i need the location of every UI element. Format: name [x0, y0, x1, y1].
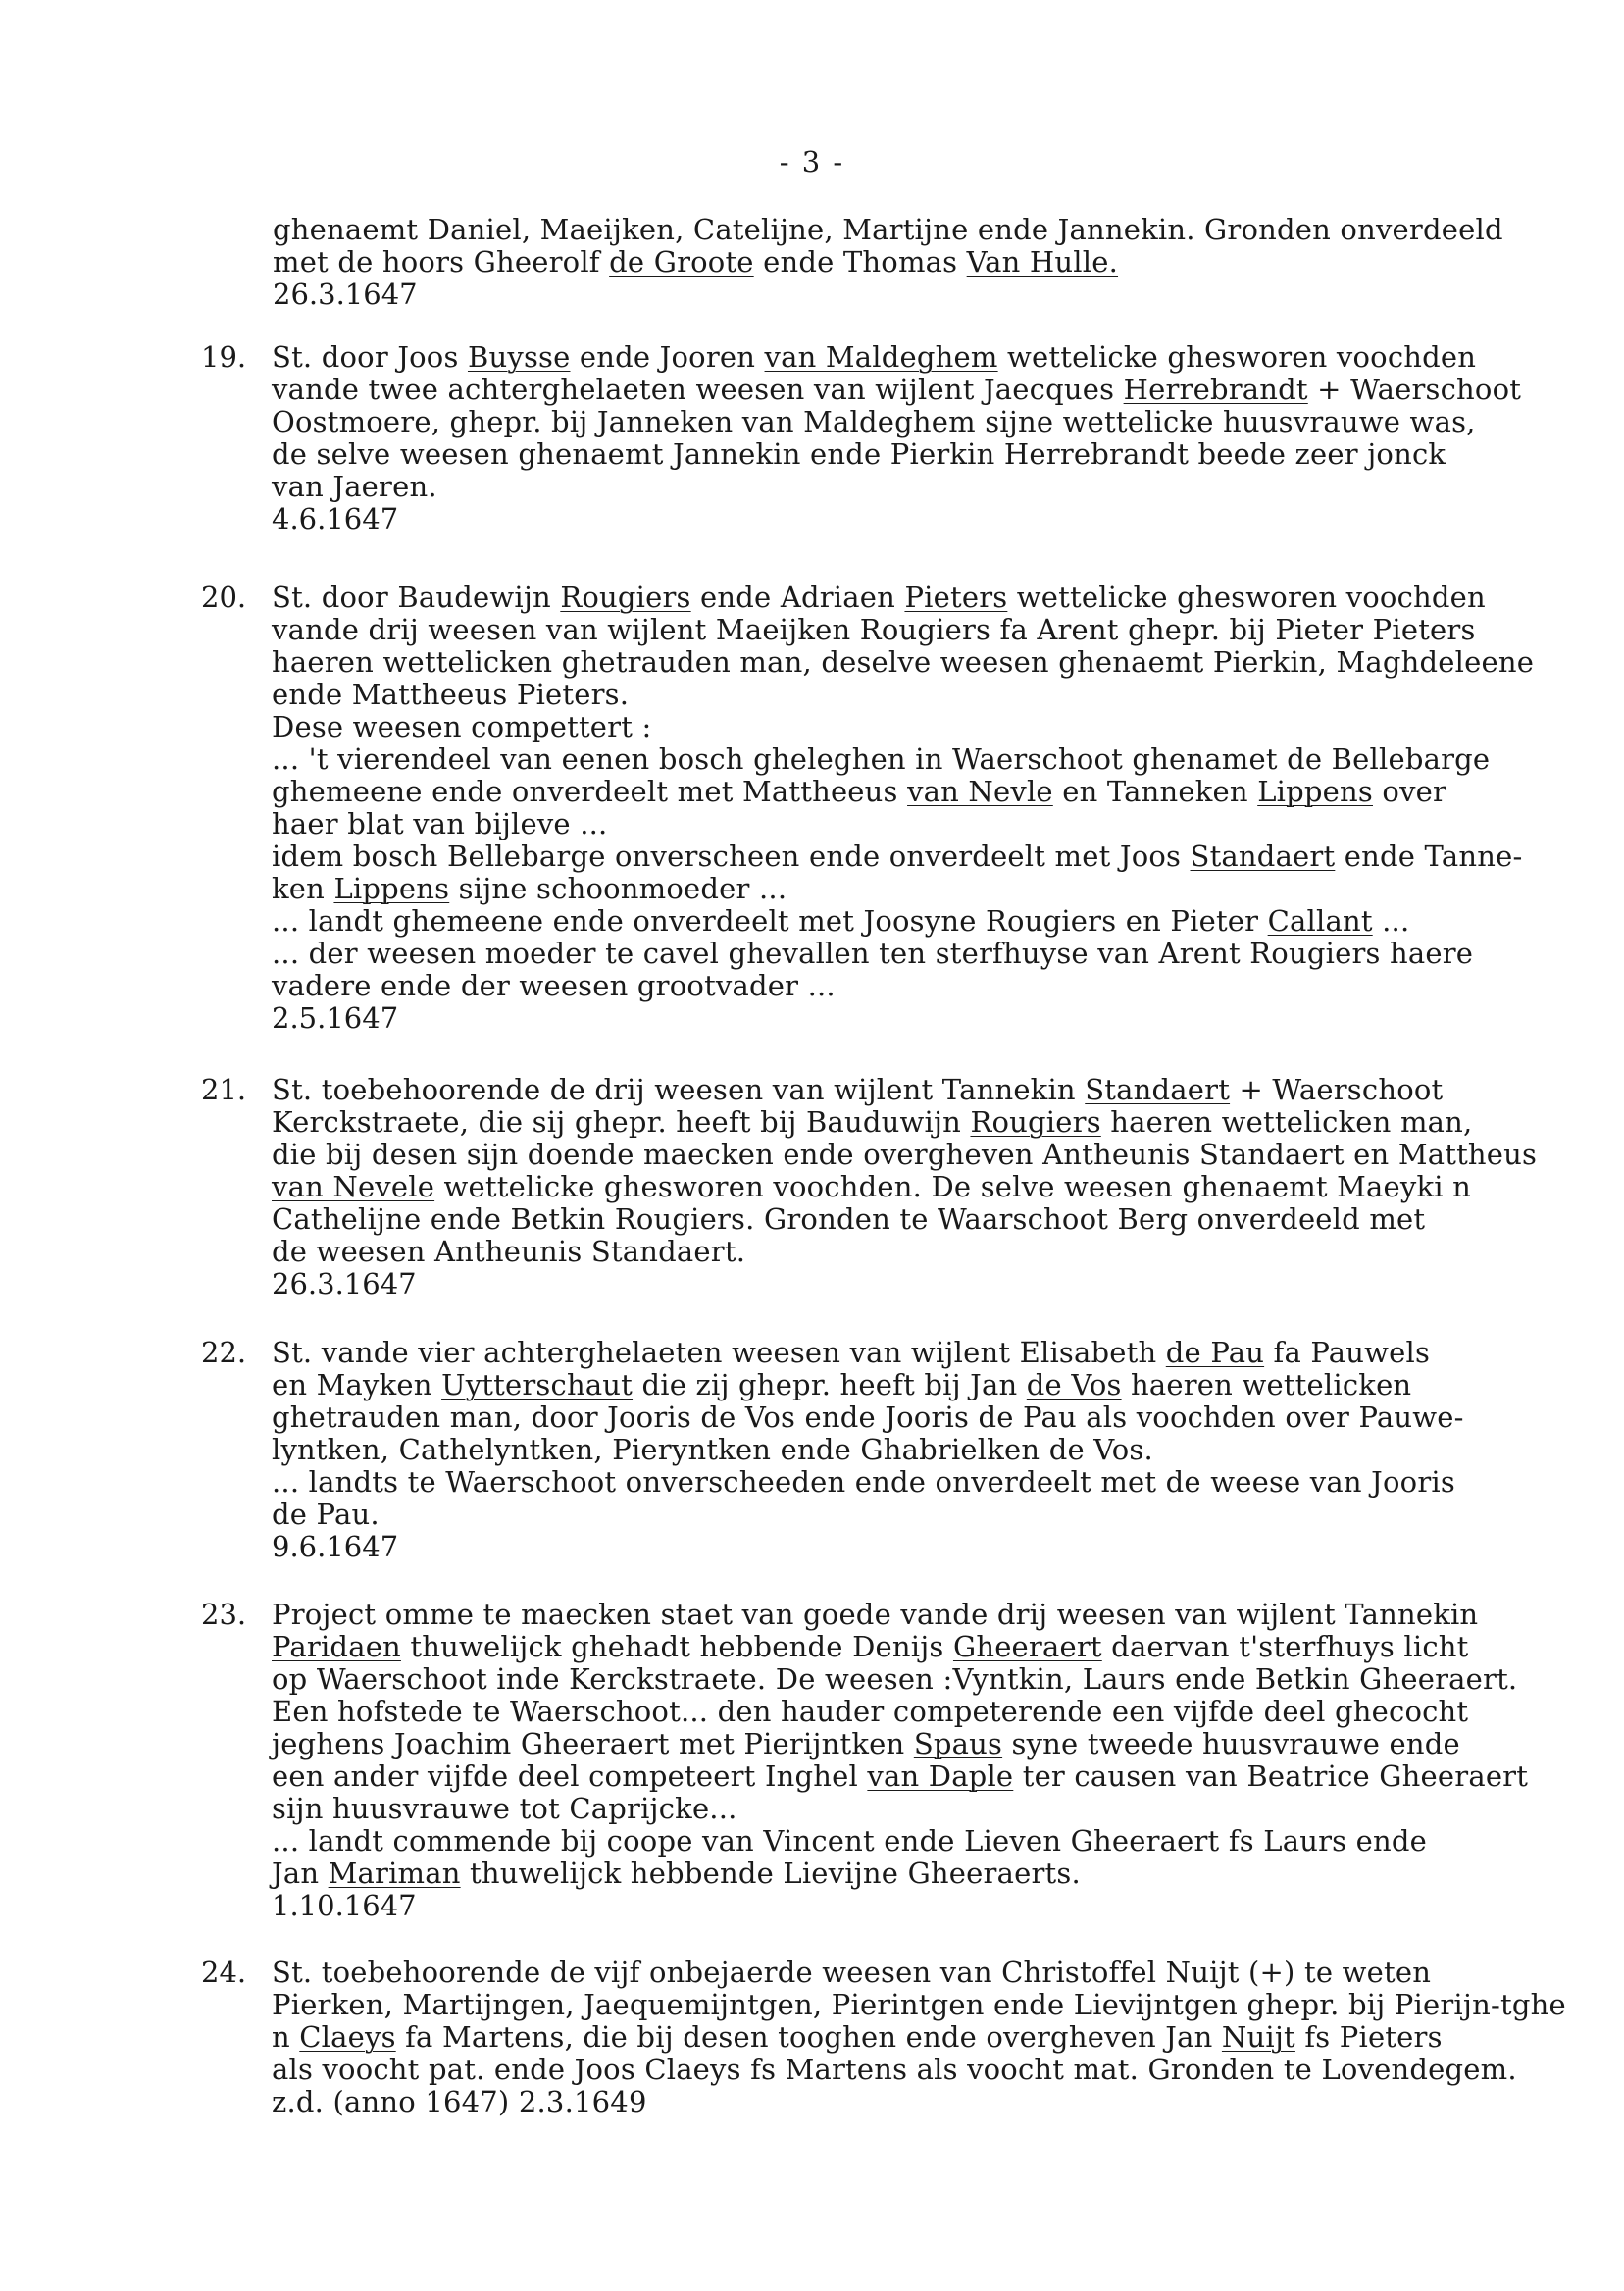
text-line [272, 2021, 1586, 2054]
text-segment: St. door Baudewijn [272, 581, 561, 614]
text-segment: ende Thomas [753, 245, 967, 279]
text-line [272, 873, 1586, 905]
text-segment: Project omme te maecken staet van goede vande drij weesen van wijlent Tannekin [272, 1598, 1479, 1631]
text-segment: ghetrauden man, door Jooris de Vos ende Jooris de Pau als voochden over Pauwe- [272, 1400, 1464, 1434]
entry-body [272, 582, 1586, 1035]
text-line [272, 1957, 1586, 1989]
underlined-name: Standaert [1085, 1073, 1231, 1106]
underlined-name: Rougiers [970, 1105, 1101, 1139]
text-line [272, 1989, 1586, 2021]
underlined-name: van Nevle [907, 775, 1053, 808]
text-line [272, 938, 1586, 970]
text-segment: sijne schoonmoeder ... [449, 872, 787, 905]
text-line [272, 840, 1586, 873]
text-segment: St. door Joos [272, 340, 468, 374]
underlined-name: Spaus [913, 1727, 1003, 1760]
underlined-name: Herrebrandt [1123, 373, 1308, 406]
entry-number: 24. [201, 1956, 247, 1989]
entry-number: 20. [201, 581, 247, 614]
text-segment: ende Adriaen [690, 581, 905, 614]
text-segment: de Pau. [272, 1498, 380, 1531]
text-segment: haeren wettelicken man, [1100, 1105, 1473, 1139]
text-segment: z.d. (anno 1647) 2.3.1649 [272, 2085, 647, 2118]
text-segment: wettelicke ghesworen voochden. De selve weesen ghenaemt Maeyki n [434, 1170, 1472, 1203]
text-segment: idem bosch Bellebarge onverscheen ende onverdeelt met Joos [272, 840, 1191, 873]
text-segment: sijn huusvrauwe tot Caprijcke... [272, 1792, 737, 1825]
text-segment: haeren wettelicken ghetrauden man, deselve weesen ghenaemt Pierkin, Maghdeleene [272, 645, 1535, 679]
text-segment: Kerckstraete, die sij ghepr. heeft bij Bauduwijn [272, 1105, 971, 1139]
underlined-name: Mariman [328, 1857, 461, 1890]
text-line [272, 711, 1586, 743]
text-segment: en Tanneken [1052, 775, 1258, 808]
text-line [273, 214, 1567, 246]
entry-date: 26.3.1647 [272, 1267, 417, 1300]
text-segment: wettelicke ghesworen voochden [1007, 581, 1486, 614]
entry-number: 23. [201, 1598, 247, 1631]
text-segment: een ander vijfde deel competeert Inghel [272, 1759, 868, 1793]
text-segment: syne tweede huusvrauwe ende [1002, 1727, 1460, 1760]
text-segment: op Waerschoot inde Kerckstraete. De weesen :Vyntkin, Laurs ende Betkin Gheeraert. [272, 1662, 1518, 1696]
text-segment: St. toebehoorende de drij weesen van wijlent Tannekin [272, 1073, 1086, 1106]
text-line [272, 1760, 1586, 1793]
text-segment: als voocht pat. ende Joos Claeys fs Martens als voocht mat. Gronden te Lovendegem. [272, 2053, 1517, 2086]
entry-body [272, 1074, 1586, 1300]
underlined-name: Buysse [467, 340, 571, 374]
text-segment: en Mayken [272, 1368, 442, 1401]
text-line [272, 438, 1586, 471]
text-segment: Oostmoere, ghepr. bij Janneken van Maldeghem sijne wettelicke huusvrauwe was, [272, 405, 1476, 438]
text-segment: ... 't vierendeel van eenen bosch gheleghen in Waerschoot ghenamet de Bellebarge [272, 742, 1491, 776]
underlined-name: Van Hulle. [966, 245, 1119, 279]
text-segment: thuwelijck hebbende Lievijne Gheeraerts. [460, 1857, 1081, 1890]
text-line [272, 1434, 1586, 1466]
text-line [272, 1236, 1586, 1268]
text-line [272, 905, 1586, 938]
text-segment: de weesen Antheunis Standaert. [272, 1235, 746, 1268]
text-segment: daervan t'sterfhuys licht [1101, 1630, 1469, 1663]
text-line [272, 1825, 1586, 1858]
text-segment: vande twee achterghelaeten weesen van wijlent Jaecques [272, 373, 1124, 406]
text-segment: vande drij weesen van wijlent Maeijken Rougiers fa Arent ghepr. bij Pieter Pieters [272, 613, 1476, 646]
text-segment: thuwelijck ghehadt hebbende Denijs [400, 1630, 953, 1663]
entry-body [272, 341, 1586, 535]
text-segment: ghemeene ende onverdeelt met Mattheeus [272, 775, 908, 808]
text-segment: ende Mattheeus Pieters. [272, 678, 630, 711]
text-segment: n [272, 2020, 300, 2054]
underlined-name: Standaert [1190, 840, 1336, 873]
text-line [272, 1369, 1586, 1401]
underlined-name: Nuijt [1221, 2020, 1295, 2054]
text-line [272, 614, 1586, 646]
text-segment: ter causen van Beatrice Gheeraert [1013, 1759, 1529, 1793]
text-line [272, 582, 1586, 614]
text-segment: wettelicke ghesworen voochden [997, 340, 1477, 374]
entry-date: 4.6.1647 [272, 502, 399, 535]
text-line [272, 808, 1586, 840]
text-segment: Pierken, Martijngen, Jaequemijntgen, Pierintgen ende Lievijntgen ghepr. bij Pierijn-tghe [272, 1988, 1566, 2021]
text-line [272, 1793, 1586, 1825]
text-segment: jeghens Joachim Gheeraert met Pierijntken [272, 1727, 914, 1760]
text-segment: ... landt commende bij coope van Vincent ende Lieven Gheeraert fs Laurs ende [272, 1824, 1428, 1858]
text-segment: ken [272, 872, 334, 905]
text-line [272, 406, 1586, 438]
text-segment: fa Martens, die bij desen tooghen ende overgheven Jan [395, 2020, 1222, 2054]
text-line [272, 1663, 1586, 1696]
text-segment: de selve weesen ghenaemt Jannekin ende Pierkin Herrebrandt beede zeer jonck [272, 437, 1446, 471]
text-segment: fs Pieters [1294, 2020, 1443, 2054]
text-segment: ... [1372, 904, 1410, 938]
text-segment: Cathelijne ende Betkin Rougiers. Gronden te Waarschoot Berg onverdeeld met [272, 1202, 1426, 1236]
underlined-name: Callant [1267, 904, 1373, 938]
text-segment: lyntken, Cathelyntken, Pieryntken ende Ghabrielken de Vos. [272, 1433, 1153, 1466]
text-segment: die bij desen sijn doende maecken ende overgheven Antheunis Standaert en Mattheus [272, 1138, 1538, 1171]
text-line [272, 743, 1586, 776]
intro-continuation [273, 214, 1567, 311]
text-line [273, 246, 1567, 279]
text-line [272, 776, 1586, 808]
text-line [272, 341, 1586, 374]
entry-date: 1.10.1647 [272, 1889, 417, 1922]
underlined-name: Pieters [904, 581, 1008, 614]
entry-number: 22. [201, 1336, 247, 1369]
text-line [272, 1499, 1586, 1531]
text-line [272, 2086, 1586, 2118]
text-segment: over [1373, 775, 1447, 808]
text-line [272, 1337, 1586, 1369]
text-line [272, 374, 1586, 406]
underlined-name: Uytterschaut [441, 1368, 634, 1401]
text-line [272, 1401, 1586, 1434]
entry-number: 21. [201, 1073, 247, 1106]
text-line [272, 679, 1586, 711]
text-segment: ende Jooren [570, 340, 765, 374]
text-line [272, 1858, 1586, 1890]
text-line [272, 2054, 1586, 2086]
text-line [272, 646, 1586, 679]
entry-body [272, 1957, 1586, 2118]
text-line [272, 1631, 1586, 1663]
entry-date: 9.6.1647 [272, 1530, 399, 1563]
entry-body [272, 1599, 1586, 1922]
underlined-name: Paridaen [272, 1630, 401, 1663]
underlined-name: Rougiers [560, 581, 691, 614]
text-segment: + Waerschoot [1307, 373, 1522, 406]
text-segment: St. toebehoorende de vijf onbejaerde weesen van Christoffel Nuijt (+) te weten [272, 1956, 1432, 1989]
entry-number: 19. [201, 340, 247, 374]
text-segment: fa Pauwels [1264, 1336, 1431, 1369]
entry-date: 26.3.1647 [273, 278, 418, 311]
text-segment: Dese weesen compettert : [272, 710, 652, 743]
text-line [272, 1599, 1586, 1631]
text-segment: ende Tanne- [1335, 840, 1523, 873]
underlined-name: van Nevele [272, 1170, 435, 1203]
text-segment: die zij ghepr. heeft bij Jan [633, 1368, 1027, 1401]
text-segment: van Jaeren. [272, 470, 437, 503]
text-line [272, 471, 1586, 503]
text-line [272, 1466, 1586, 1499]
text-segment: vadere ende der weesen grootvader ... [272, 969, 836, 1002]
underlined-name: Lippens [333, 872, 450, 905]
text-line [272, 1074, 1586, 1106]
underlined-name: de Pau [1165, 1336, 1265, 1369]
text-segment: met de hoors Gheerolf [273, 245, 610, 279]
entry-body [272, 1337, 1586, 1563]
text-segment: ... der weesen moeder te cavel ghevallen ten sterfhuyse van Arent Rougiers haere [272, 937, 1474, 970]
text-segment: St. vande vier achterghelaeten weesen van wijlent Elisabeth [272, 1336, 1166, 1369]
text-segment: Een hofstede te Waerschoot... den hauder competerende een vijfde deel ghecocht [272, 1695, 1469, 1728]
entry-date: 2.5.1647 [272, 1001, 399, 1035]
text-line [272, 970, 1586, 1002]
text-segment: Jan [272, 1857, 329, 1890]
text-line [272, 1171, 1586, 1203]
text-segment: haer blat van bijleve ... [272, 807, 608, 840]
text-line [272, 1139, 1586, 1171]
text-line [272, 1106, 1586, 1139]
underlined-name: van Maldeghem [764, 340, 998, 374]
text-line [272, 1696, 1586, 1728]
text-segment: ... landts te Waerschoot onverscheeden ende onverdeelt met de weese van Jooris [272, 1465, 1455, 1499]
text-line [272, 1203, 1586, 1236]
underlined-name: Claeys [299, 2020, 396, 2054]
underlined-name: de Groote [609, 245, 754, 279]
text-segment: ghenaemt Daniel, Maeijken, Catelijne, Martijne ende Jannekin. Gronden onverdeeld [273, 213, 1503, 246]
underlined-name: Lippens [1257, 775, 1373, 808]
page-number: - 3 - [779, 145, 845, 178]
text-line [272, 1728, 1586, 1760]
text-segment: + Waerschoot [1230, 1073, 1444, 1106]
underlined-name: van Daple [867, 1759, 1014, 1793]
text-segment: ... landt ghemeene ende onverdeelt met Joosyne Rougiers en Pieter [272, 904, 1268, 938]
text-segment: haeren wettelicken [1121, 1368, 1412, 1401]
underlined-name: Gheeraert [952, 1630, 1102, 1663]
underlined-name: de Vos [1026, 1368, 1122, 1401]
